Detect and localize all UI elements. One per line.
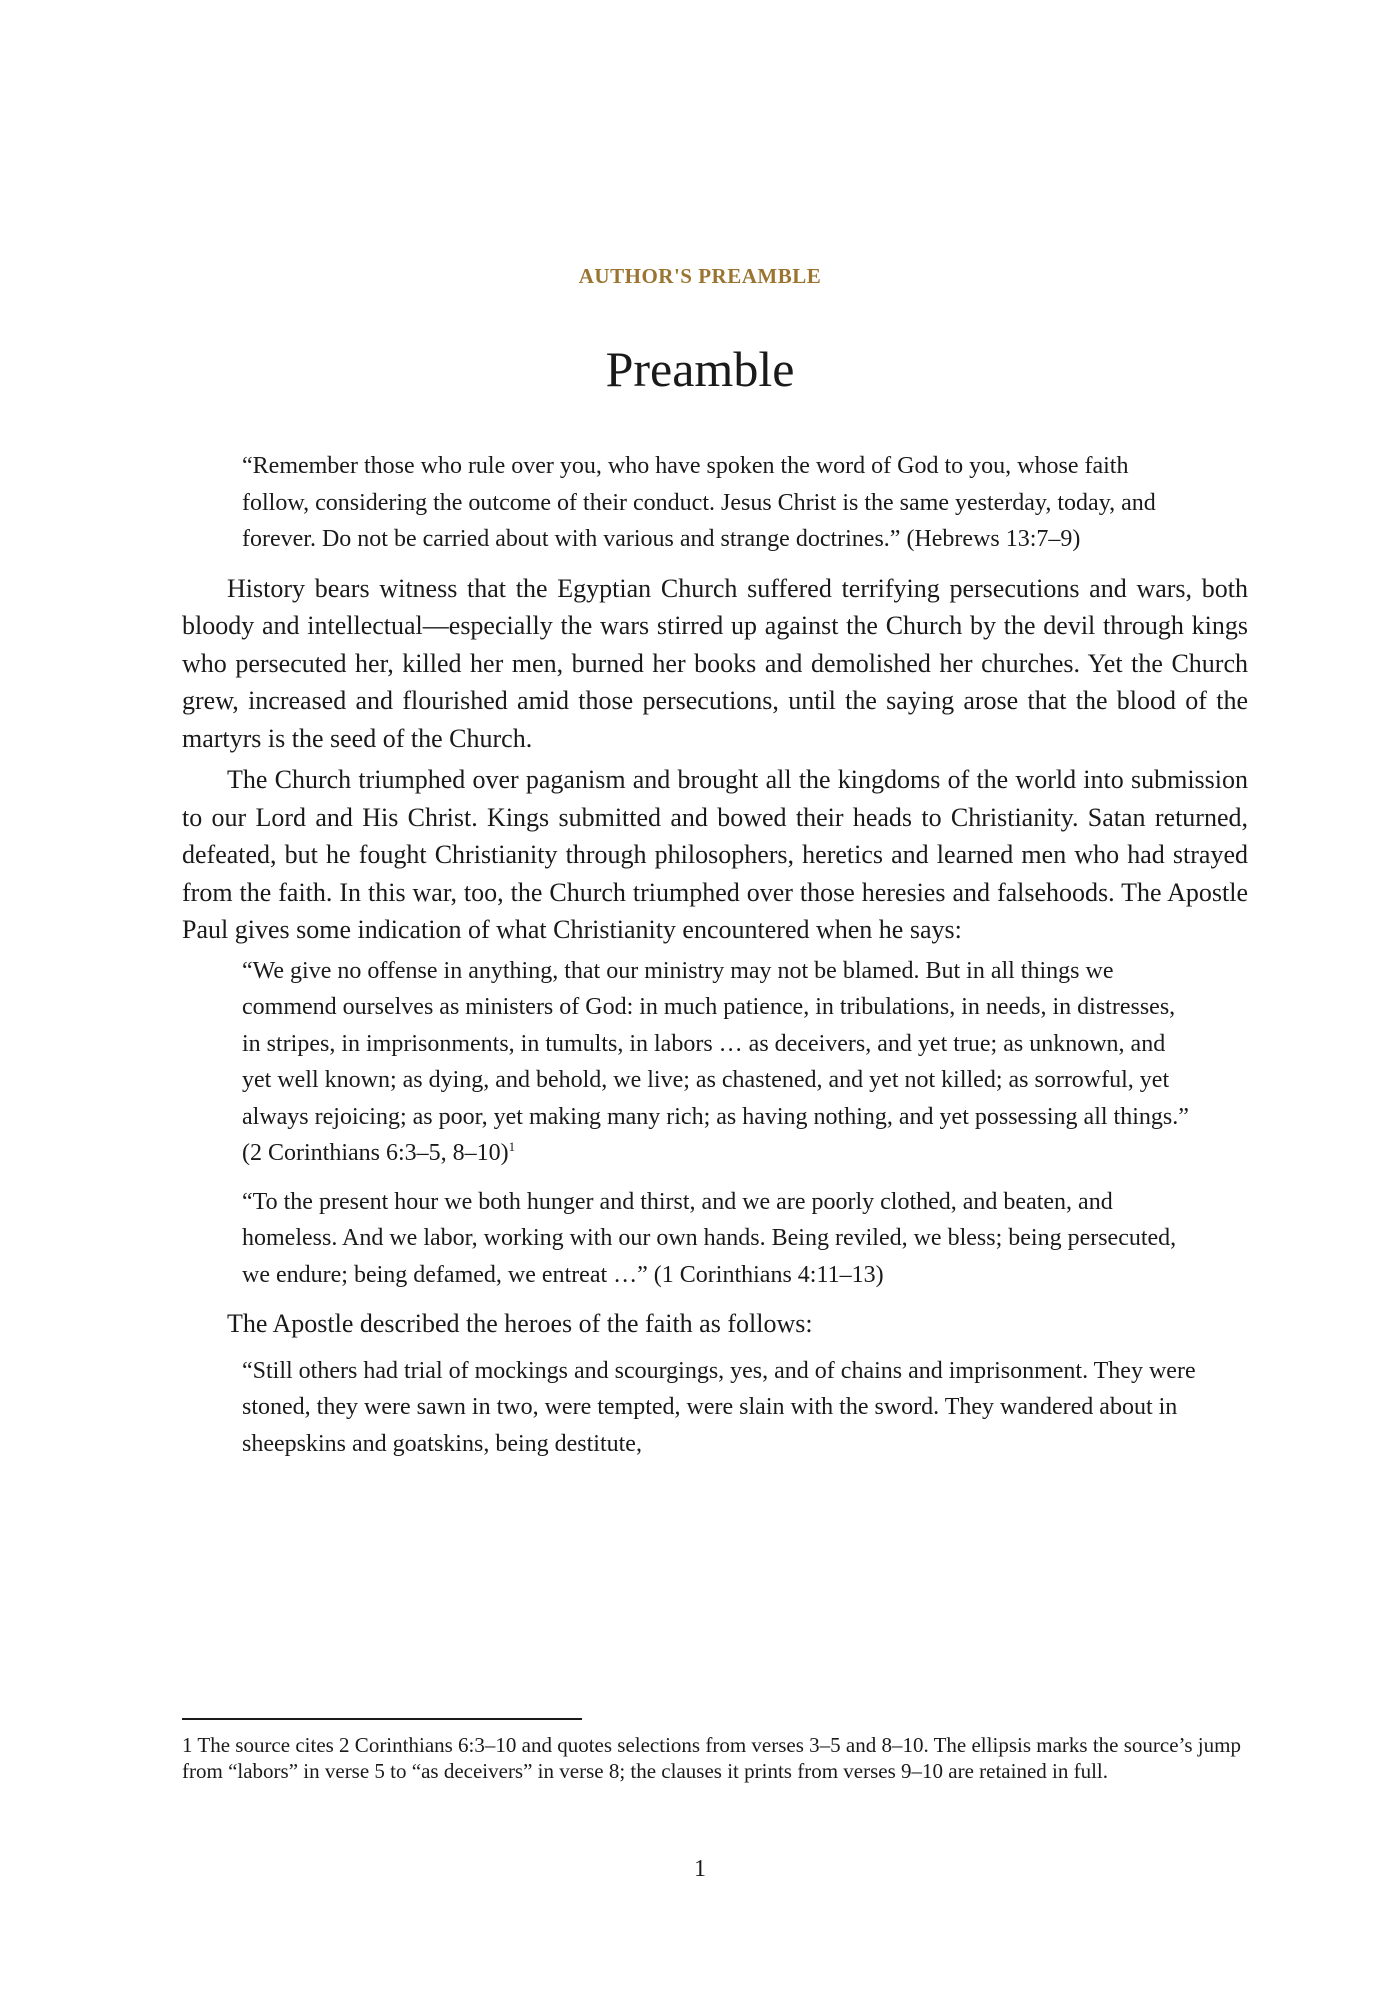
page-number: 1: [694, 1856, 706, 1882]
section-label: AUTHOR'S PREAMBLE: [578, 264, 822, 288]
footnote-1: 1 The source cites 2 Corinthians 6:3–10 and quotes selections from verses 3–5 and 8–10. The ellipsis marks the source’s jump from “labors” in verse 5 to “as deceivers” in verse 8; the clauses it prints from verses 9–10 are retained in full.: [182, 1733, 1241, 1783]
page-title: Preamble: [605, 341, 795, 397]
block-quote-2-corinthians: [242, 953, 1196, 1172]
body-text: [182, 448, 1248, 1688]
footnote-divider: [182, 1718, 582, 1720]
paragraph-history: History bears witness that the Egyptian Church suffered terrifying persecutions and wars, both bloody and intellectual—especially the wars stirred up against the Church by the devil through kings who persecuted her, killed her men, burned her books and demolished her churches. Yet the Church grew, increased and flourished amid those persecutions, until the saying arose that the blood of the martyrs is the seed of the Church.: [182, 573, 1248, 753]
block-quote-hebrews: “Remember those who rule over you, who have spoken the word of God to you, whose faith follow, considering the outcome of their conduct. Jesus Christ is the same yesterday, today, and forever. Do not be carried about with various and strange doctrines.” (Hebrews 13:7–9): [242, 453, 1156, 552]
block-quote-1-corinthians: “To the present hour we both hunger and thirst, and we are poorly clothed, and beaten, and homeless. And we labor, working with our own hands. Being reviled, we bless; being persecuted, we endure; being defamed, we entreat …” (1 Corinthians 4:11–13): [242, 1188, 1177, 1288]
block-quote-2-corinthians-text: “We give no offense in anything, that our ministry may not be blamed. But in all things we commend ourselves as ministers of God: in much patience, in tribulations, in needs, in distresses, in stripes, in imprisonments, in tumults, in labors … as deceivers, and yet true; as unknown, and yet well known; as dying, and behold, we live; as chastened, and yet not killed; as sorrowful, yet always rejoicing; as poor, yet making many rich; as having nothing, and yet possessing all things.” (2 Corinthians 6:3–5, 8–10): [242, 957, 1189, 1166]
block-quote-hebrews-11: “Still others had trial of mockings and scourgings, yes, and of chains and imprisonment. They were stoned, they were sawn in two, were tempted, were slain with the sword. They wandered about in sheepskins and goatskins, being destitute,: [242, 1357, 1196, 1457]
paragraph-triumph: The Church triumphed over paganism and brought all the kingdoms of the world into submission to our Lord and His Christ. Kings submitted and bowed their heads to Christianity. Satan returned, defeated, but he fought Christianity through philosophers, heretics and learned men who had strayed from the faith. In this war, too, the Church triumphed over those heresies and falsehoods. The Apostle Paul gives some indication of what Christianity encountered when he says:: [182, 765, 1248, 944]
footnote-reference[interactable]: 1: [508, 1139, 516, 1154]
paragraph-heroes: The Apostle described the heroes of the faith as follows:: [227, 1309, 813, 1338]
